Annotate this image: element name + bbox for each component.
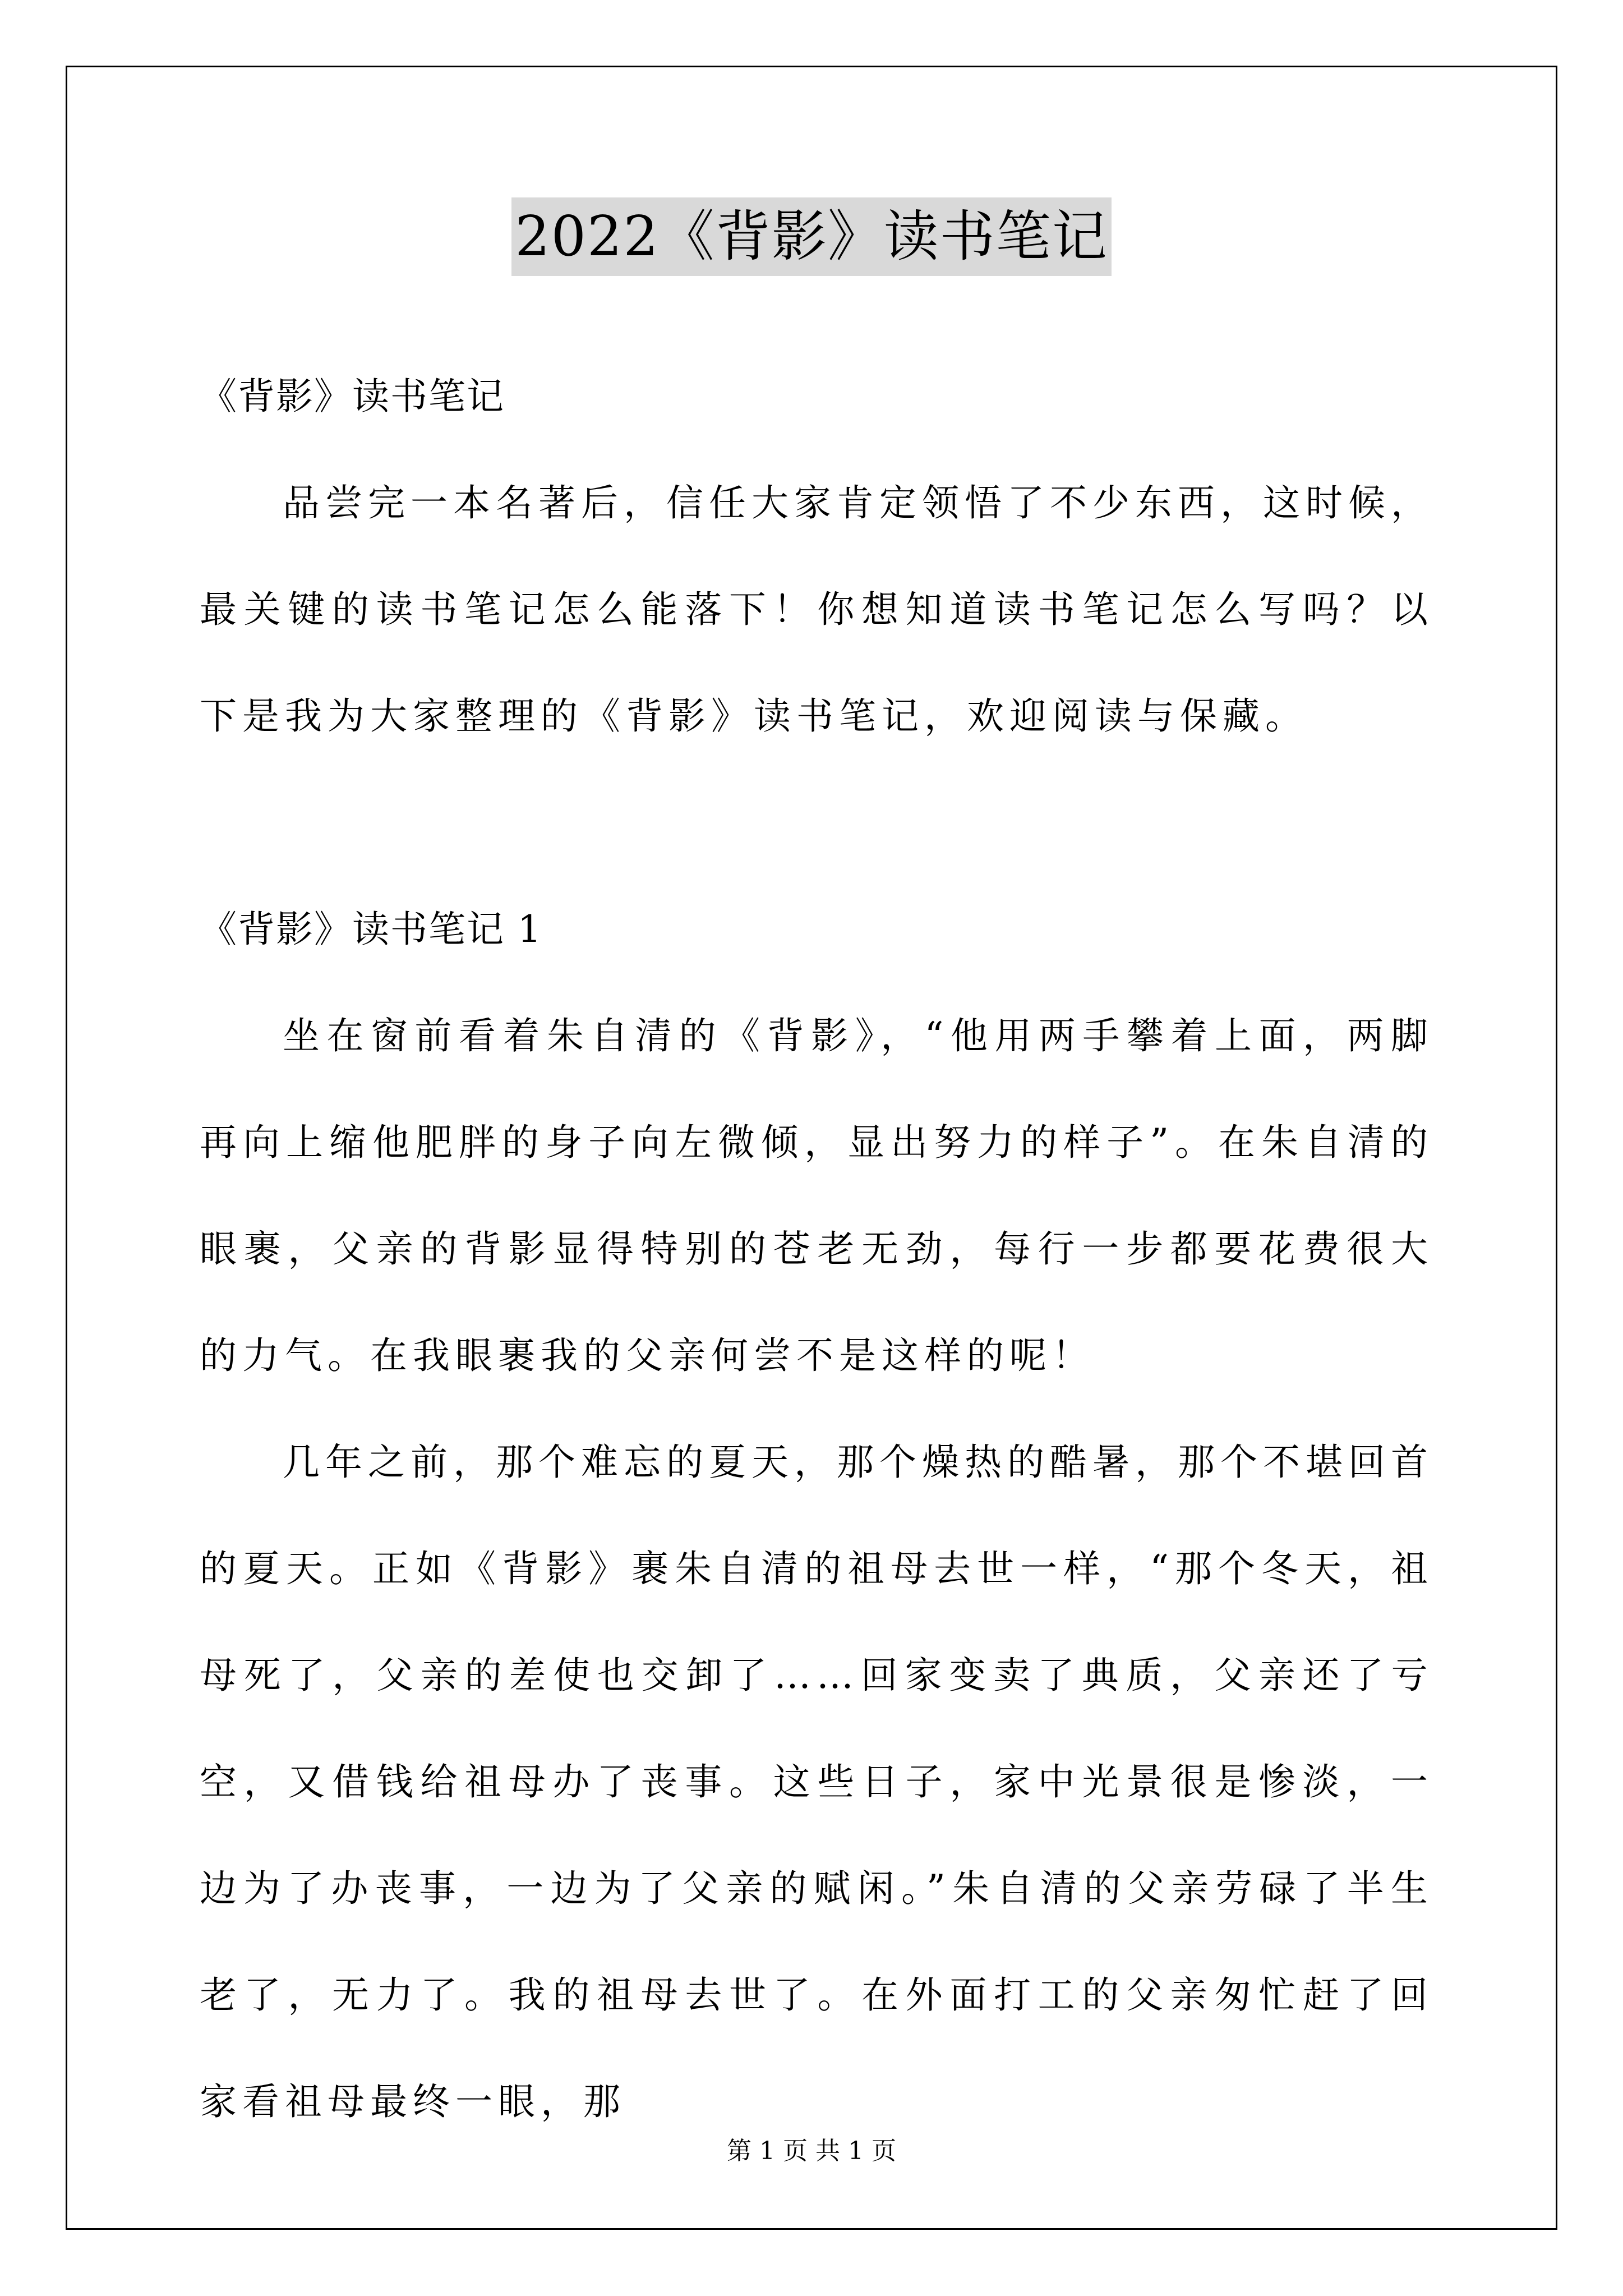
subtitle: 《背影》读书笔记 — [200, 375, 505, 418]
page-footer: 第 1 页 共 1 页 — [727, 2137, 896, 2165]
document-body — [200, 343, 1433, 2155]
title-wrap — [0, 197, 1623, 276]
body-paragraph: 几年之前，那个难忘的夏天，那个燥热的酷暑，那个不堪回首的夏天。正如《背影》裹朱自清的祖母去世一样，“那个冬天，祖母死了，父亲的差使也交卸了……回家变卖了典质，父亲还了亏空，又借钱给祖母办了丧事。这些日子，家中光景很是惨淡，一边为了办丧事，一边为了父亲的赋闲。”朱自清的父亲劳碌了半生老了，无力了。我的祖母去世了。在外面打工的父亲匆忙赶了回家看祖母最终一眼，那 — [200, 1441, 1433, 2123]
section-heading: 《背影》读书笔记 1 — [200, 908, 542, 951]
blank-line — [200, 770, 1433, 876]
body-paragraph: 坐在窗前看着朱自清的《背影》，“他用两手攀着上面，两脚再向上缩他肥胖的身子向左微倾，显出努力的样子”。在朱自清的眼裹，父亲的背影显得特别的苍老无劲，每行一步都要花费很大的力气。在我眼裹我的父亲何尝不是这样的呢！ — [200, 1014, 1433, 1377]
intro-paragraph: 品尝完一本名著后，信任大家肯定领悟了不少东西，这时候，最关键的读书笔记怎么能落下！你想知道读书笔记怎么写吗？以下是我为大家整理的《背影》读书笔记，欢迎阅读与保藏。 — [200, 481, 1433, 738]
document-title: 2022《背影》读书笔记 — [511, 197, 1111, 276]
